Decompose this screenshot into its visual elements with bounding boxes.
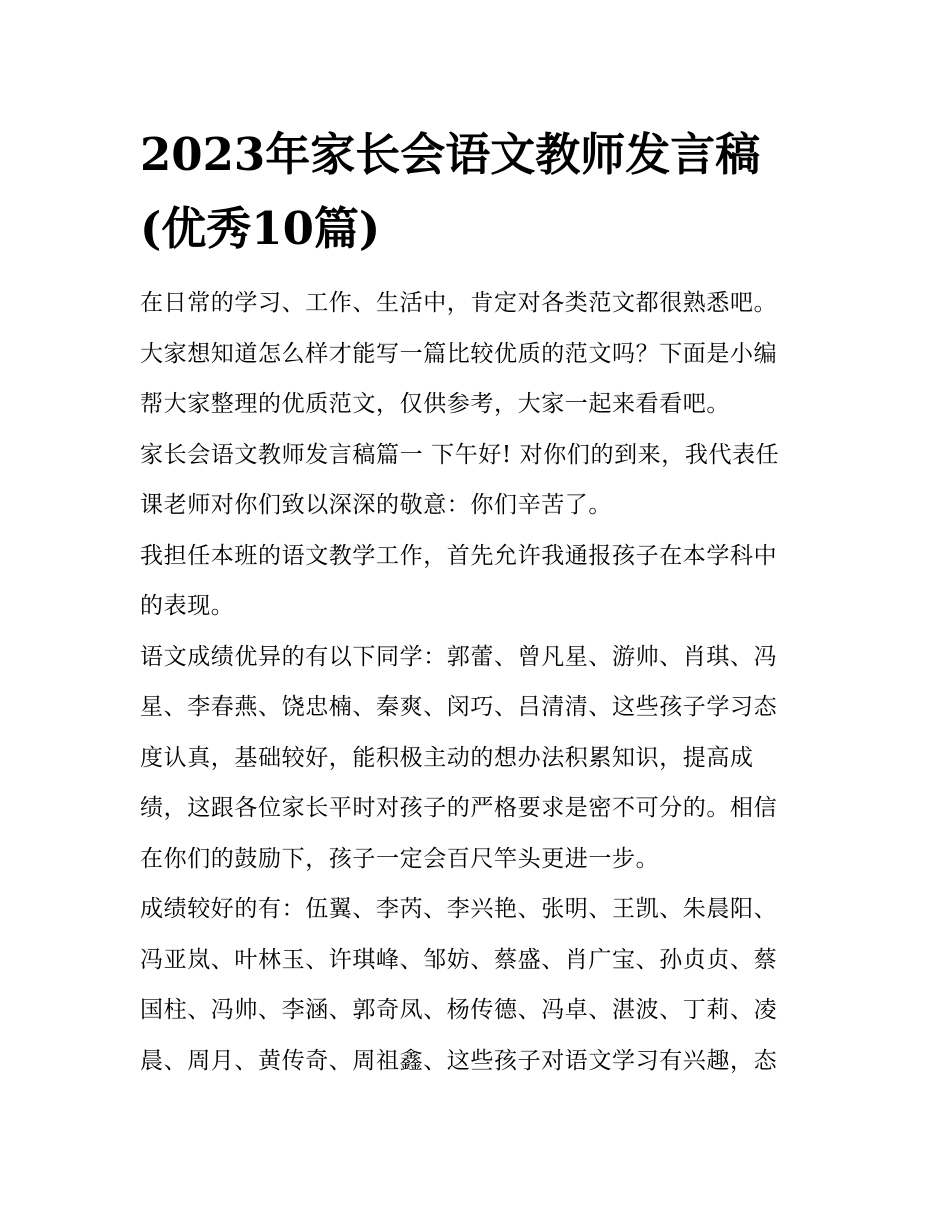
body-line: 度认真，基础较好，能积极主动的想办法积累知识，提高成 <box>140 744 754 771</box>
body-line: 国柱、冯帅、李涵、郭奇凤、杨传德、冯卓、湛波、丁莉、凌 <box>140 997 778 1023</box>
body-line: 在日常的学习、工作、生活中，肯定对各类范文都很熟悉吧。 <box>140 290 778 316</box>
document-body <box>140 278 830 1086</box>
body-line: 帮大家整理的优质范文，仅供参考，大家一起来看看吧。 <box>140 391 730 417</box>
body-line: 我担任本班的语文教学工作，首先允许我通报孩子在本学科中 <box>140 542 778 569</box>
body-line: 家长会语文教师发言稿篇一 下午好! 对你们的到来，我代表任 <box>140 441 780 468</box>
body-line: 在你们的鼓励下，孩子一定会百尺竿头更进一步。 <box>140 845 660 872</box>
body-line: 冯亚岚、叶林玉、许琪峰、邹妨、蔡盛、肖广宝、孙贞贞、蔡 <box>140 946 778 973</box>
body-line: 的表现。 <box>140 593 235 619</box>
body-line: 晨、周月、黄传奇、周祖鑫、这些孩子对语文学习有兴趣，态 <box>140 1047 778 1074</box>
title-line: (优秀10篇) <box>140 202 381 255</box>
body-line: 绩，这跟各位家长平时对孩子的严格要求是密不可分的。相信 <box>140 795 778 821</box>
body-line: 课老师对你们致以深深的敬意：你们辛苦了。 <box>140 492 612 518</box>
body-line: 星、李春燕、饶忠楠、秦爽、闵巧、吕清清、这些孩子学习态 <box>140 694 778 720</box>
body-line: 大家想知道怎么样才能写一篇比较优质的范文吗？下面是小编 <box>140 340 778 367</box>
body-line: 语文成绩优异的有以下同学：郭蕾、曾凡星、游帅、肖琪、冯 <box>140 643 778 670</box>
body-line: 成绩较好的有：伍翼、李芮、李兴艳、张明、王凯、朱晨阳、 <box>140 896 778 922</box>
title-line: 2023年家长会语文教师发言稿 <box>140 128 761 181</box>
document-title <box>140 118 830 266</box>
